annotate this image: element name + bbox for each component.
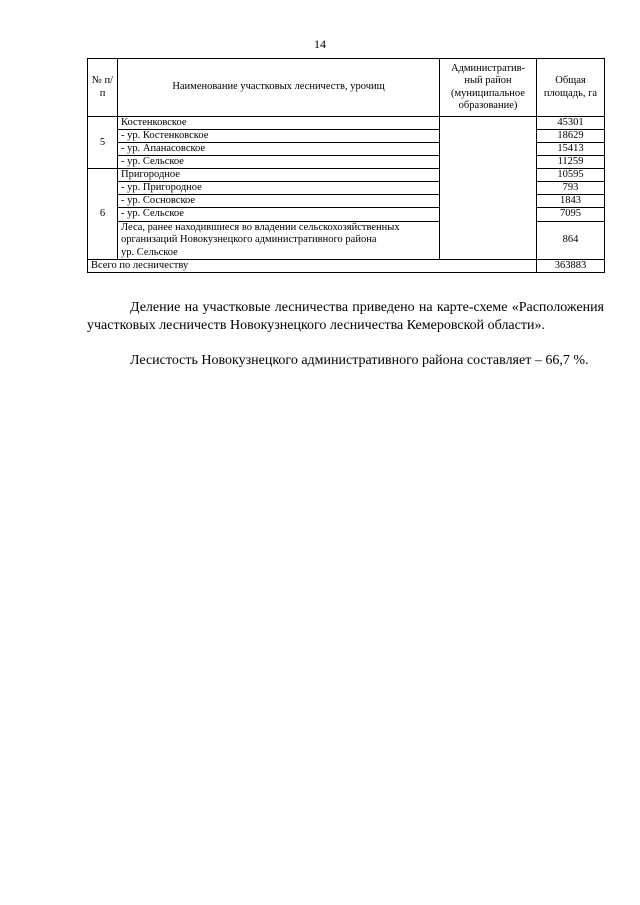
area-value: 18629 xyxy=(537,130,605,143)
district-cell xyxy=(440,117,537,260)
area-value: 1843 xyxy=(537,195,605,208)
area-value: 11259 xyxy=(537,156,605,169)
table-row xyxy=(88,117,605,130)
total-area: 363883 xyxy=(537,260,605,273)
forestry-name: Костенковское xyxy=(118,117,440,130)
header-name: Наименование участковых лесничеств, урочищ xyxy=(118,59,440,117)
note-cell xyxy=(118,221,440,260)
area-value: 864 xyxy=(537,221,605,260)
forestry-table xyxy=(87,58,605,273)
area-value: 7095 xyxy=(537,208,605,221)
header-num: № п/п xyxy=(88,59,118,117)
area-value: 10595 xyxy=(537,169,605,182)
tract-name: - ур. Костенковское xyxy=(118,130,440,143)
group-number: 6 xyxy=(88,169,118,260)
area-value: 45301 xyxy=(537,117,605,130)
page-number: 14 xyxy=(314,37,326,51)
forestry-name: Пригородное xyxy=(118,169,440,182)
tract-name: - ур. Сельское xyxy=(118,156,440,169)
note-line: ур. Сельское xyxy=(121,246,178,258)
total-row xyxy=(88,260,605,273)
note-line: Леса, ранее находившиеся во владении сельскохозяйственных xyxy=(121,221,400,233)
table-header-row xyxy=(88,59,605,117)
tract-name: - ур. Апанасовское xyxy=(118,143,440,156)
note-line: организаций Новокузнецкого административного района xyxy=(121,234,377,246)
paragraph-map xyxy=(87,299,604,334)
total-label: Всего по лесничеству xyxy=(88,260,537,273)
area-value: 15413 xyxy=(537,143,605,156)
paragraph-text: Лесистость Новокузнецкого административного района составляет – 66,7 %. xyxy=(130,353,589,368)
tract-name: - ур. Сельское xyxy=(118,208,440,221)
tract-name: - ур. Сосновское xyxy=(118,195,440,208)
tract-name: - ур. Пригородное xyxy=(118,182,440,195)
paragraph-forest-cover xyxy=(87,352,604,370)
header-area: Общая площадь, га xyxy=(537,59,605,117)
group-number: 5 xyxy=(88,117,118,169)
paragraph-text: Деление на участковые лесничества приведено на карте-схеме «Расположения участковых лесничеств Новокузнецкого лесничества Кемеровской области». xyxy=(87,300,604,333)
header-district: Административ-ный район (муниципальное образование) xyxy=(440,59,537,117)
area-value: 793 xyxy=(537,182,605,195)
